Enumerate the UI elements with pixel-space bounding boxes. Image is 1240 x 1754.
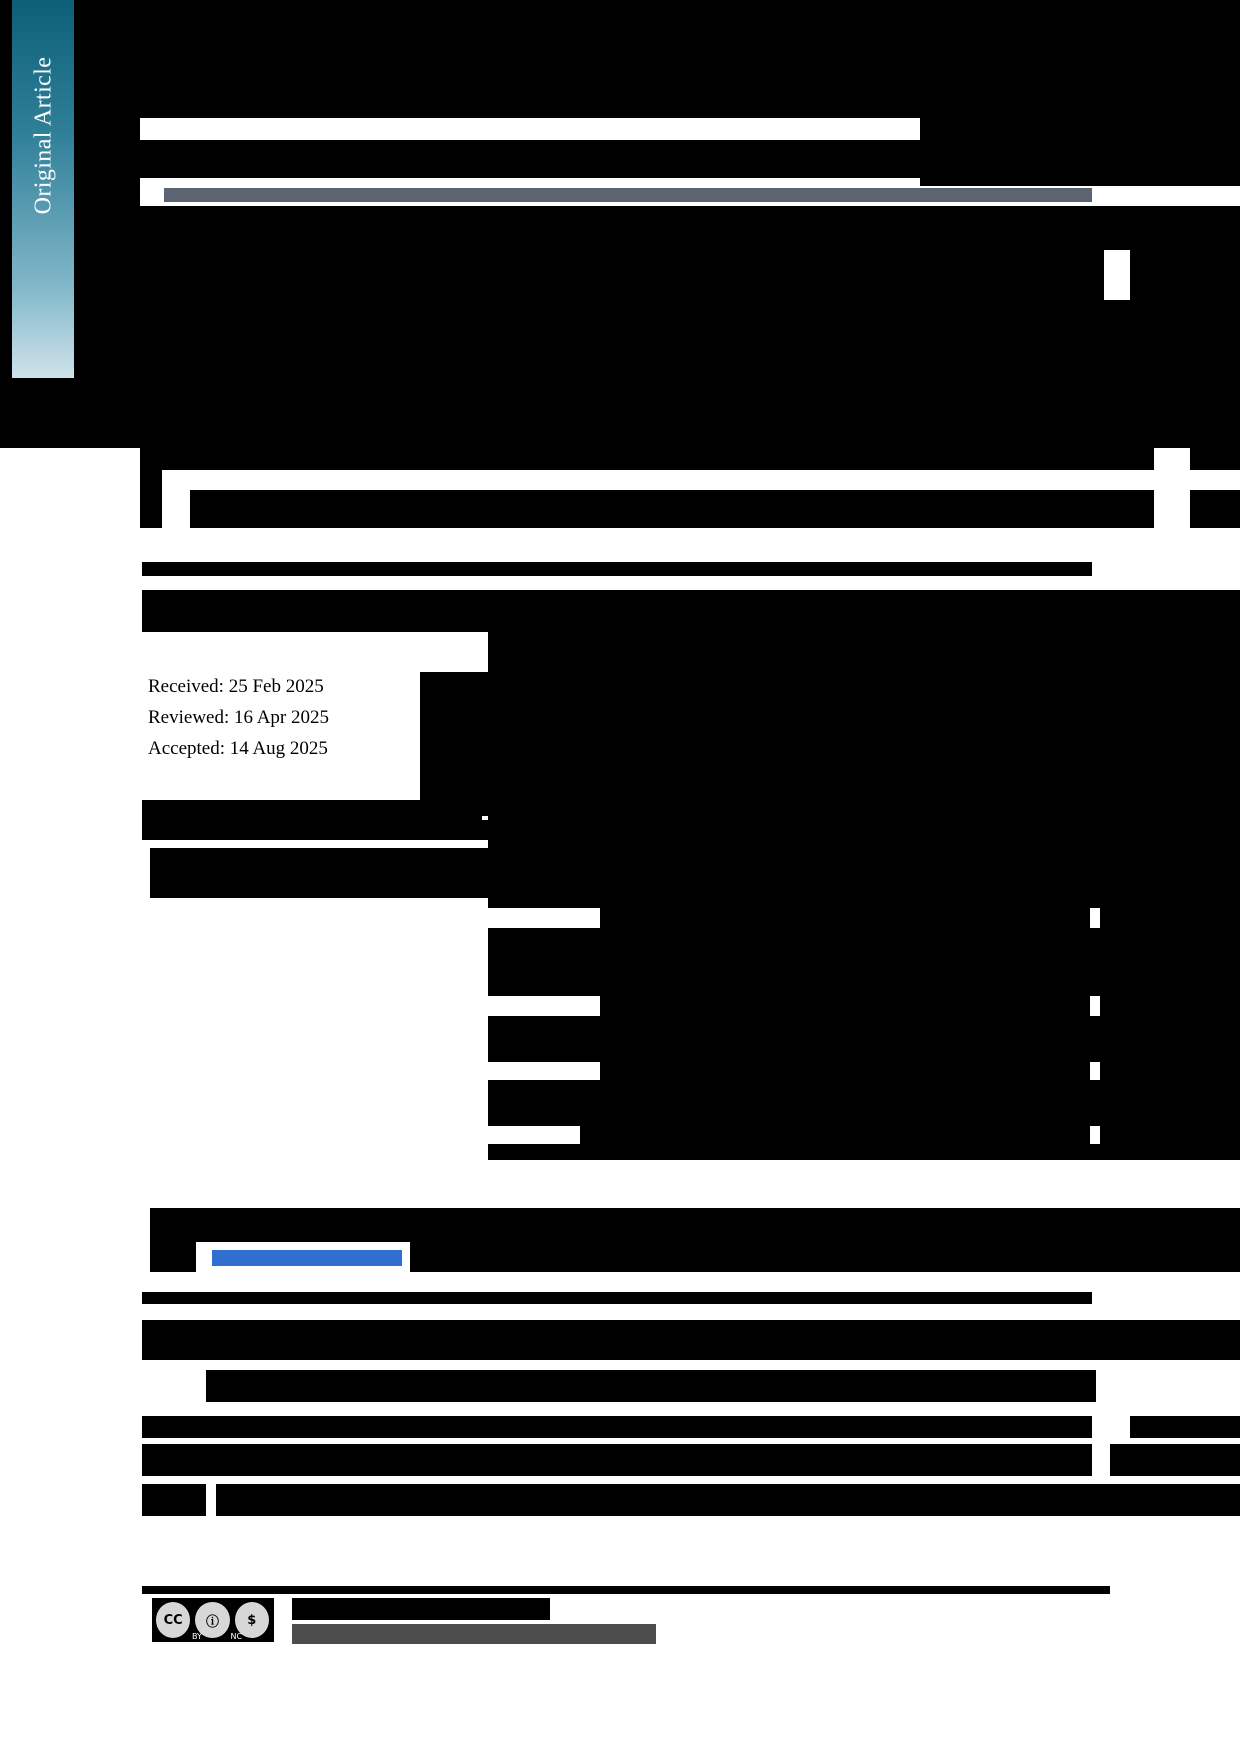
cc-by-label: BY xyxy=(191,1632,202,1641)
intro-block-6 xyxy=(142,1484,206,1516)
abstract-block-18 xyxy=(488,1080,1240,1126)
header-block-2 xyxy=(74,0,1240,118)
cc-nc-label: NC xyxy=(230,1632,243,1641)
cc-license-badge[interactable] xyxy=(152,1598,274,1642)
abstract-block-15 xyxy=(488,1016,1240,1062)
abstract-block-9 xyxy=(488,852,1240,908)
footer-text-block-2 xyxy=(292,1624,656,1644)
abstract-block-8 xyxy=(488,816,1240,852)
section-heading-block xyxy=(206,1370,1096,1402)
abstract-block-13 xyxy=(600,996,1090,1016)
correspondence-block-3 xyxy=(410,1242,1240,1272)
abstract-block-14 xyxy=(1100,996,1240,1016)
intro-block-4 xyxy=(142,1444,1092,1476)
section-rule-2 xyxy=(142,1292,1092,1304)
abstract-block-1 xyxy=(142,590,1240,632)
footer-text-block-1 xyxy=(292,1598,550,1620)
affiliation-block-6 xyxy=(1190,490,1240,528)
date-received: Received: 25 Feb 2025 xyxy=(148,676,324,697)
abstract-block-20 xyxy=(1100,1126,1240,1144)
title-block-2 xyxy=(74,250,1104,300)
affiliation-block-3 xyxy=(1190,448,1240,470)
cc-icon: CC xyxy=(156,1602,190,1638)
intro-block-2 xyxy=(142,1416,1092,1438)
date-reviewed: Reviewed: 16 Apr 2025 xyxy=(148,706,330,728)
abstract-block-4 xyxy=(1100,672,1240,780)
correspondence-block-1 xyxy=(150,1208,1240,1242)
footer-rule xyxy=(142,1586,1110,1594)
keywords-block-1 xyxy=(150,848,490,898)
affiliation-block-2 xyxy=(140,448,1154,470)
abstract-block-16 xyxy=(600,1062,1090,1080)
abstract-block-5 xyxy=(420,780,1240,816)
intro-block-3 xyxy=(1130,1416,1240,1438)
title-block-1 xyxy=(74,206,1240,250)
title-divider-rule xyxy=(164,188,1092,202)
correspondence-block-2 xyxy=(150,1242,196,1272)
abstract-block-3 xyxy=(420,672,1100,780)
title-block-3 xyxy=(1130,250,1240,300)
cc-nc-icon: $ xyxy=(235,1602,269,1638)
intro-block-5 xyxy=(1110,1444,1240,1476)
article-dates xyxy=(148,672,329,764)
abstract-block-6 xyxy=(142,800,482,820)
abstract-block-11 xyxy=(1100,908,1240,928)
side-tab-label: Original Article xyxy=(30,56,57,215)
cc-by-icon: ⓘ xyxy=(195,1602,229,1638)
cc-license-sublabels xyxy=(156,1632,278,1641)
intro-block-1 xyxy=(142,1320,1240,1360)
section-rule-1 xyxy=(142,562,1092,576)
abstract-block-10 xyxy=(600,908,1090,928)
header-block-5 xyxy=(140,140,1240,178)
original-article-side-tab xyxy=(12,0,74,378)
intro-block-7 xyxy=(216,1484,1240,1516)
abstract-block-12 xyxy=(488,928,1240,996)
affiliation-block-1 xyxy=(0,378,1240,448)
date-accepted: Accepted: 14 Aug 2025 xyxy=(148,737,328,759)
affiliation-block-5 xyxy=(190,490,1154,528)
corresponding-email-link[interactable] xyxy=(212,1250,402,1266)
header-block-1 xyxy=(0,0,12,378)
abstract-block-2 xyxy=(488,632,1240,672)
abstract-block-19 xyxy=(580,1126,1090,1144)
affiliation-block-4 xyxy=(140,470,162,528)
abstract-block-7 xyxy=(142,820,502,840)
abstract-block-21 xyxy=(488,1144,1240,1160)
abstract-block-17 xyxy=(1100,1062,1240,1080)
